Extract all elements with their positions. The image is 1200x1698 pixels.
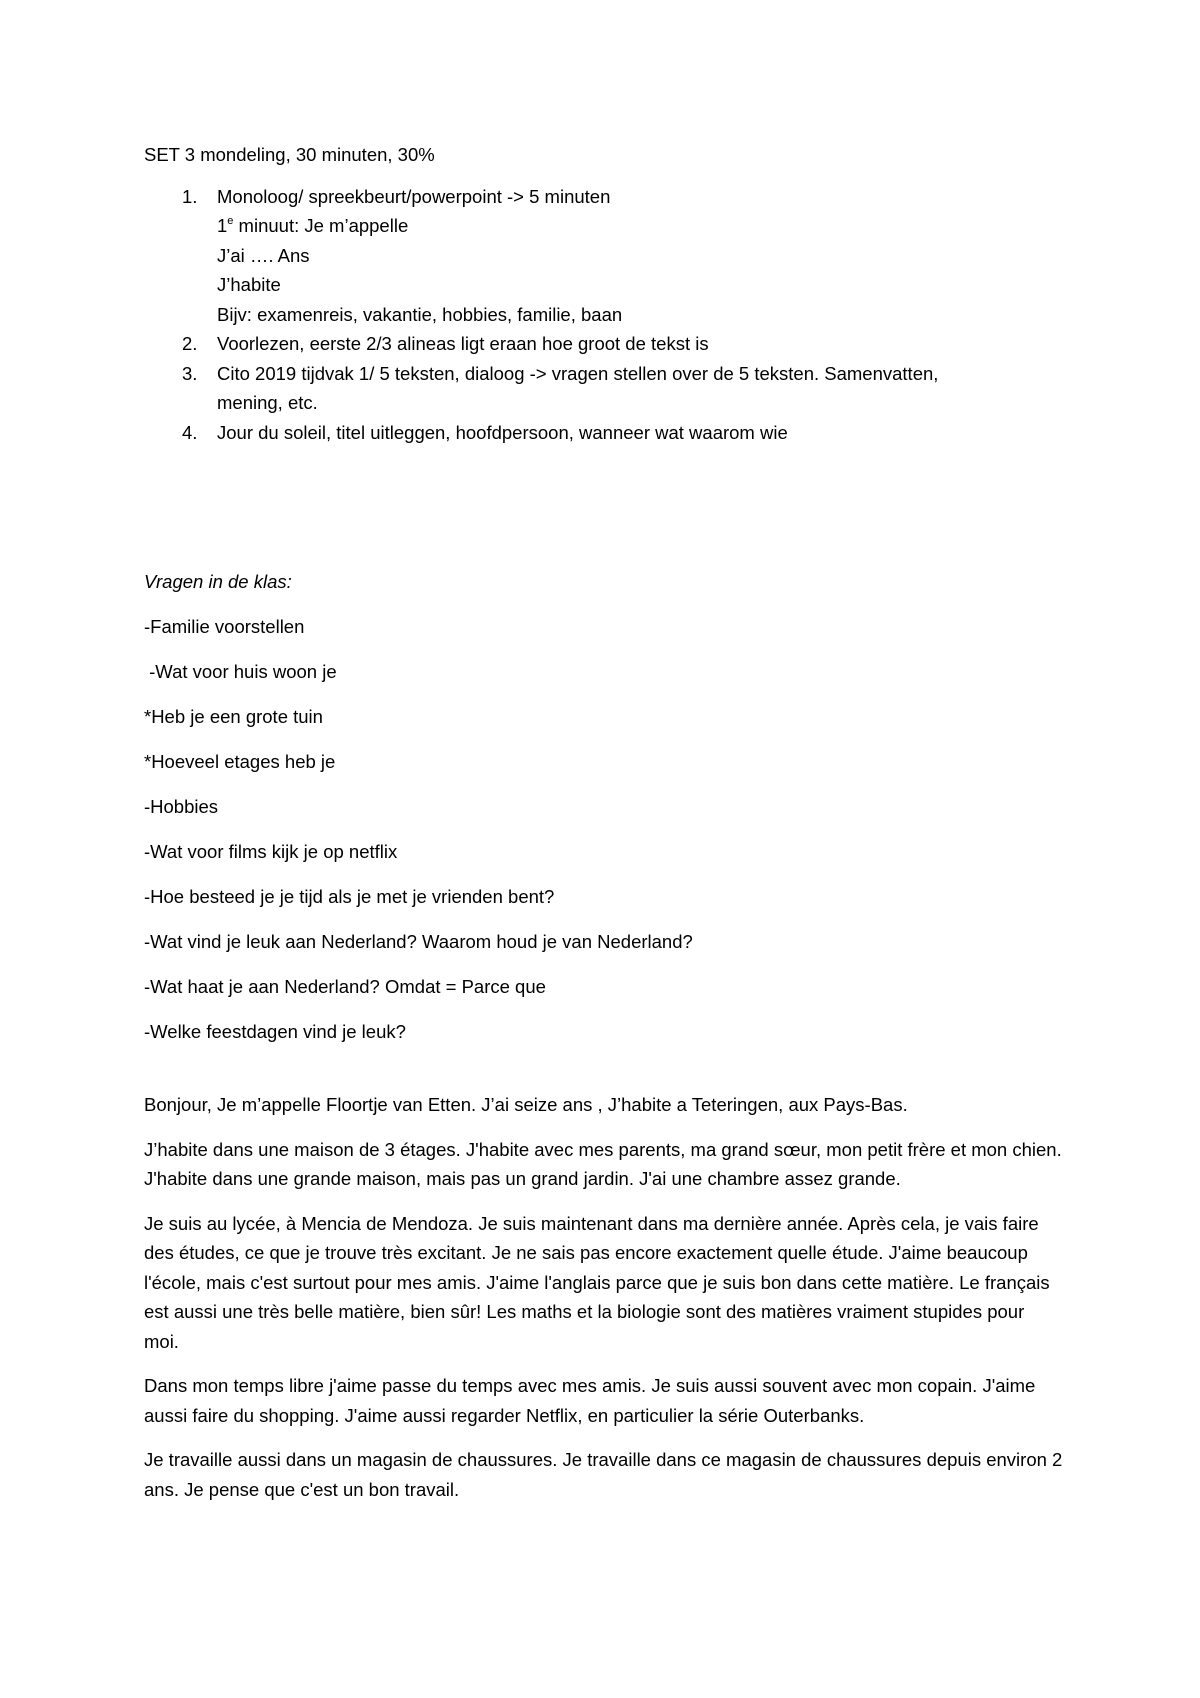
list-line-text: minuut: Je m’appelle: [233, 215, 409, 236]
question-item: -Hoe besteed je je tijd als je met je vrienden bent?: [144, 885, 555, 907]
question-item: -Wat voor films kijk je op netflix: [144, 840, 398, 862]
ordinal-number: 1: [217, 215, 228, 236]
list-line: Bijv: examenreis, vakantie, hobbies, familie, baan: [217, 303, 623, 325]
list-line: J’ai …. Ans: [217, 244, 310, 266]
question-item: -Wat haat je aan Nederland? Omdat = Parce que: [144, 975, 546, 997]
text-body: [144, 1090, 1064, 1504]
list-line: Jour du soleil, titel uitleggen, hoofdpersoon, wanneer wat waarom wie: [217, 421, 788, 443]
list-item-body: [217, 329, 1064, 359]
list-item-body: [217, 418, 1064, 448]
list-number: 1.: [182, 185, 198, 207]
list-line: Monoloog/ spreekbeurt/powerpoint -> 5 minuten: [217, 185, 611, 207]
list-line: Voorlezen, eerste 2/3 alineas ligt eraan hoe groot de tekst is: [217, 333, 709, 354]
question-item: -Welke feestdagen vind je leuk?: [144, 1020, 406, 1042]
list-number: 4.: [182, 421, 198, 443]
paragraph: Bonjour, Je m’appelle Floortje van Etten. J’ai seize ans , J’habite a Teteringen, aux Pays-Bas.: [144, 1094, 908, 1115]
question-item: -Wat voor huis woon je: [144, 660, 337, 682]
questions-heading: Vragen in de klas:: [144, 571, 292, 592]
list-item: [144, 182, 1064, 330]
document-title: SET 3 mondeling, 30 minuten, 30%: [144, 144, 435, 165]
question-item: *Heb je een grote tuin: [144, 705, 323, 727]
list-item-body: [217, 182, 1064, 330]
ordinal-suffix: e: [227, 214, 234, 227]
paragraph: Je suis au lycée, à Mencia de Mendoza. Je suis maintenant dans ma dernière année. Après cela, je vais faire des études, ce que je trouve très excitant. Je ne sais pas encore exactement quelle étude. J'aime beaucoup l'école, mais c'est surtout pour mes amis. J'aime l'anglais parce que je suis bon dans cette matière. Le français est aussi une très belle matière, bien sûr! Les maths et la biologie sont des matières vraiment stupides pour moi.: [144, 1212, 1050, 1352]
list-number: 3.: [182, 362, 198, 384]
list-line: [217, 211, 1064, 241]
list-line: mening, etc.: [217, 392, 318, 413]
paragraph: Je travaille aussi dans un magasin de chaussures. Je travaille dans ce magasin de chaussures depuis environ 2 ans. Je pense que c'est un bon travail.: [144, 1449, 1063, 1500]
paragraph: Dans mon temps libre j'aime passe du temps avec mes amis. Je suis aussi souvent avec mon copain. J'aime aussi faire du shopping. J'aime aussi regarder Netflix, en particulier la série Outerbanks.: [144, 1375, 1036, 1426]
list-item: [144, 329, 1064, 359]
question-item: *Hoeveel etages heb je: [144, 750, 336, 772]
question-item: -Familie voorstellen: [144, 615, 305, 637]
paragraph: J’habite dans une maison de 3 étages. J'habite avec mes parents, ma grand sœur, mon petit frère et mon chien. J'habite dans une grande maison, mais pas un grand jardin. J'ai une chambre assez grande.: [144, 1138, 1062, 1189]
numbered-list: [144, 182, 1064, 448]
list-item-body: [217, 359, 1064, 418]
list-number: 2.: [182, 333, 198, 354]
question-item: -Hobbies: [144, 795, 219, 817]
list-line: J’habite: [217, 274, 281, 295]
list-item: [144, 418, 1064, 448]
question-item: -Wat vind je leuk aan Nederland? Waarom houd je van Nederland?: [144, 930, 693, 952]
document-content: [144, 140, 1064, 1519]
questions-list: [144, 612, 1064, 1047]
list-line: Cito 2019 tijdvak 1/ 5 teksten, dialoog -> vragen stellen over de 5 teksten. Samenvatten,: [217, 362, 939, 384]
list-item: [144, 359, 1064, 418]
